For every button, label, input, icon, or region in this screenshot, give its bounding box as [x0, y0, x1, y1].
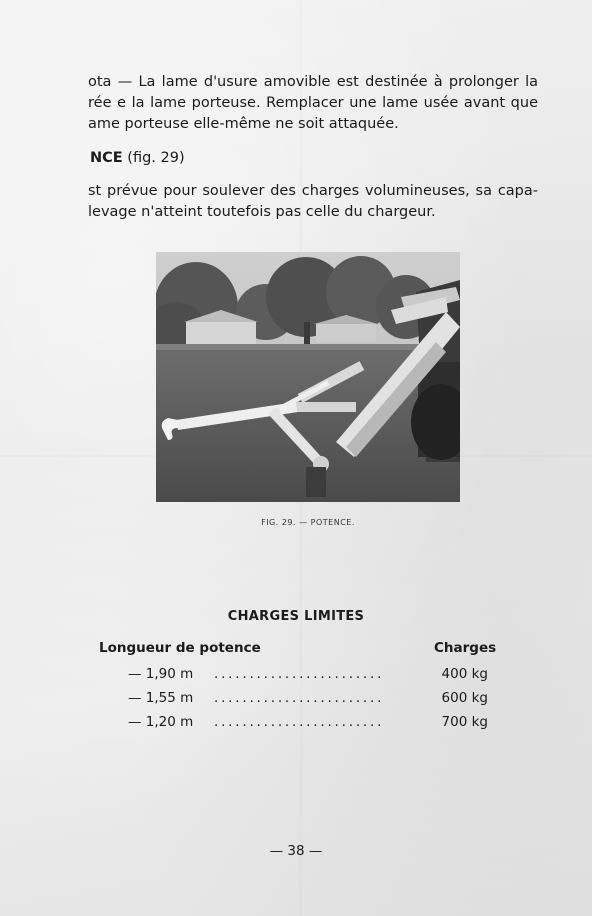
page-number: — 38 —: [269, 843, 323, 859]
heading-bold: NCE: [90, 150, 123, 166]
column-header-charges: Charges: [434, 640, 497, 656]
text-line: st prévue pour soulever des charges volumineuses, sa capa-: [88, 183, 538, 199]
text-line: levage n'atteint toutefois pas celle du chargeur.: [88, 204, 436, 220]
paragraph-wear-blade: [88, 72, 538, 135]
paragraph-boom: [88, 181, 538, 223]
figure-caption: FIG. 29. — POTENCE.: [261, 518, 355, 527]
table-row: [128, 690, 488, 708]
table-row: [128, 666, 488, 684]
column-header-length: Longueur de potence: [99, 640, 261, 656]
boom-length: — 1,55 m: [128, 690, 194, 706]
table-title: CHARGES LIMITES: [227, 609, 365, 624]
boom-photo-illustration: [156, 252, 460, 502]
leader-dots: ........................: [214, 666, 385, 682]
load-limit: 600 kg: [441, 690, 488, 706]
table-row: [128, 714, 488, 732]
text-line: rée e la lame porteuse. Remplacer une lame usée avant que: [88, 95, 538, 111]
text-line: ame porteuse elle-même ne soit attaquée.: [88, 116, 399, 132]
leader-dots: ........................: [214, 690, 385, 706]
section-heading: [90, 150, 185, 166]
figure-photo-boom: [156, 252, 460, 502]
boom-length: — 1,20 m: [128, 714, 194, 730]
load-limit: 400 kg: [441, 666, 488, 682]
load-limit: 700 kg: [441, 714, 488, 730]
text-line: ota — La lame d'usure amovible est destinée à prolonger la: [88, 74, 538, 90]
leader-dots: ........................: [214, 714, 385, 730]
boom-length: — 1,90 m: [128, 666, 194, 682]
heading-figure-ref: (fig. 29): [122, 150, 185, 166]
